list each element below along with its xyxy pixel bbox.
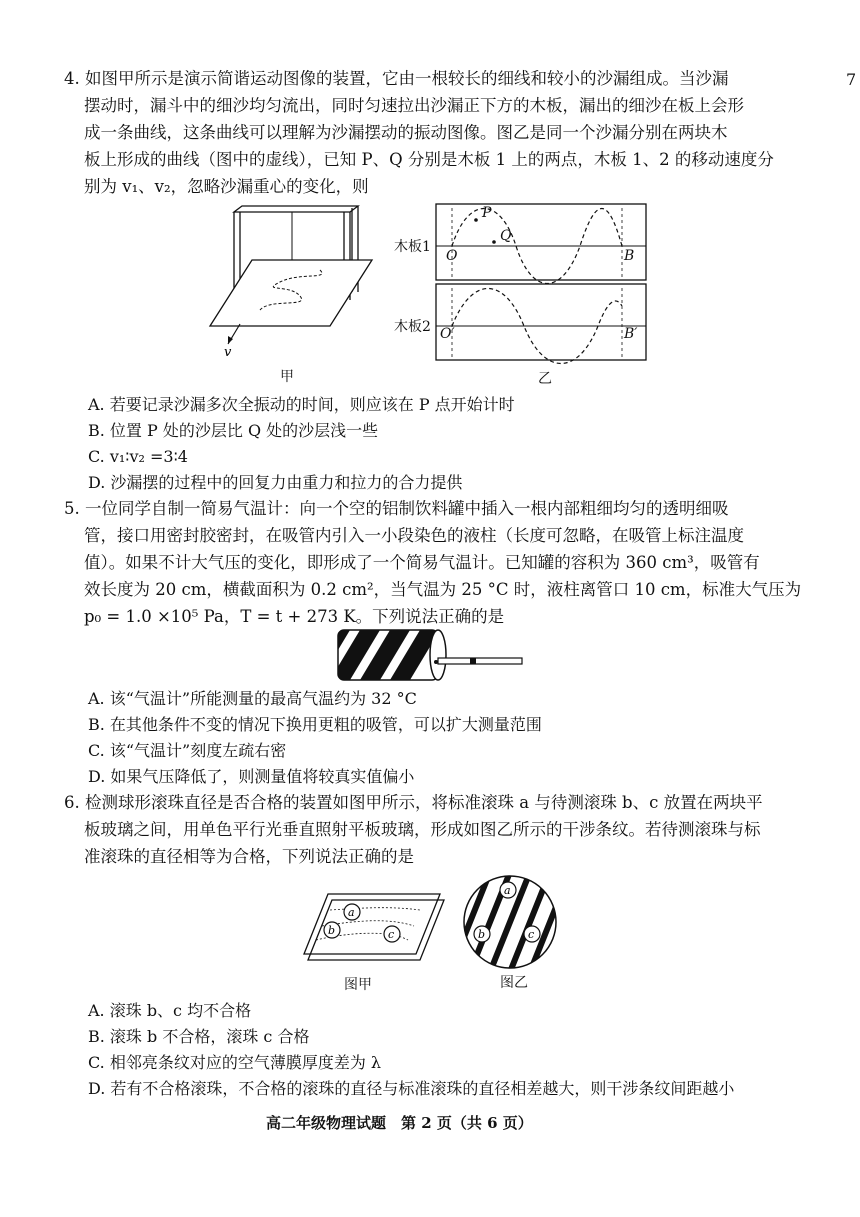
- q4-line: 成一条曲线，这条曲线可以理解为沙漏摆动的振动图像。图乙是同一个沙漏分别在两块木: [84, 123, 728, 142]
- fringe-ball-a-label: a: [504, 884, 511, 897]
- board2-label: 木板2: [394, 319, 431, 335]
- ball-c-label: c: [388, 928, 395, 941]
- board1-label: 木板1: [394, 239, 431, 255]
- q6-option-a: A. 滚珠 b、c 均不合格: [88, 1001, 252, 1020]
- q5-line: 管，接口用密封胶密封，在吸管内引入一小段染色的液柱（长度可忽略，在吸管上标注温度: [84, 526, 744, 545]
- q5-option-d: D. 如果气压降低了，则测量值将较真实值偏小: [88, 767, 415, 786]
- q5-line: 效长度为 20 cm，横截面积为 0.2 cm²，当气温为 25 °C 时，液柱离管口 10 cm，标准大气压为: [84, 580, 802, 599]
- q5-line: 值）。如果不计大气压的变化，即形成了一个简易气温计。已知罐的容积为 360 cm³，吸管有: [84, 553, 760, 572]
- figure-jia-caption: 图甲: [344, 977, 372, 993]
- q4-option-a: A. 若要记录沙漏多次全振动的时间，则应该在 P 点开始计时: [88, 395, 515, 414]
- velocity-label: v: [224, 345, 232, 360]
- q6-line: 6. 检测球形滚珠直径是否合格的装置如图甲所示，将标准滚珠 a 与待测滚珠 b、c 放置在两块平: [64, 793, 763, 812]
- point-p-label: P: [482, 205, 492, 221]
- can-thermometer-figure: [330, 626, 530, 684]
- margin-number: 7: [846, 70, 857, 89]
- q4-option-b: B. 位置 P 处的沙层比 Q 处的沙层浅一些: [88, 421, 379, 440]
- figure-yi-label: 乙: [538, 371, 552, 387]
- q5-line: p₀ = 1.0 ×10⁵ Pa，T = t + 273 K。下列说法正确的是: [84, 607, 505, 626]
- q4-line: 4. 如图甲所示是演示简谐运动图像的装置，它由一根较长的细线和较小的沙漏组成。当沙漏: [64, 69, 729, 88]
- interference-fringes-figure: [460, 872, 560, 972]
- q6-option-d: D. 若有不合格滚珠，不合格的滚珠的直径与标准滚珠的直径相差越大，则干涉条纹间距越小: [88, 1079, 735, 1098]
- wave-boards-figure: [432, 200, 652, 366]
- ball-b-label: b: [328, 924, 336, 937]
- q5-line: 5. 一位同学自制一简易气温计：向一个空的铝制饮料罐中插入一根内部粗细均匀的透明细吸: [64, 499, 729, 518]
- point-q-label: Q: [500, 228, 512, 244]
- fringe-ball-b-label: b: [478, 928, 486, 941]
- q4-line: 板上形成的曲线（图中的虚线），已知 P、Q 分别是木板 1 上的两点，木板 1、2 的移动速度分: [84, 150, 774, 169]
- point-o-prime-label: O′: [440, 326, 455, 342]
- q6-line: 准滚珠的直径相等为合格，下列说法正确的是: [84, 847, 414, 866]
- glass-plates-figure: [300, 880, 446, 970]
- q4-option-c: C. v₁∶v₂ =3∶4: [88, 447, 188, 466]
- q5-option-b: B. 在其他条件不变的情况下换用更粗的吸管，可以扩大测量范围: [88, 715, 542, 734]
- point-b-prime-label: B′: [624, 326, 638, 342]
- q4-line: 别为 v₁、v₂，忽略沙漏重心的变化，则: [84, 177, 369, 196]
- sand-pendulum-figure: [200, 200, 390, 360]
- q5-option-a: A. 该“气温计”所能测量的最高气温约为 32 °C: [88, 689, 417, 708]
- q6-option-b: B. 滚珠 b 不合格，滚珠 c 合格: [88, 1027, 310, 1046]
- point-b-label: B: [624, 248, 635, 264]
- figure-jia-label: 甲: [280, 369, 294, 385]
- q6-option-c: C. 相邻亮条纹对应的空气薄膜厚度差为 λ: [88, 1053, 382, 1072]
- ball-a-label: a: [348, 906, 355, 919]
- q6-line: 板玻璃之间，用单色平行光垂直照射平板玻璃，形成如图乙所示的干涉条纹。若待测滚珠与标: [84, 820, 761, 839]
- page-footer: 高二年级物理试题 第 2 页（共 6 页）: [266, 1114, 533, 1132]
- q5-option-c: C. 该“气温计”刻度左疏右密: [88, 741, 287, 760]
- figure-yi-caption: 图乙: [500, 975, 528, 991]
- point-o-label: O: [446, 248, 458, 264]
- q4-option-d: D. 沙漏摆的过程中的回复力由重力和拉力的合力提供: [88, 473, 463, 492]
- q4-line: 摆动时，漏斗中的细沙均匀流出，同时匀速拉出沙漏正下方的木板，漏出的细沙在板上会形: [84, 96, 744, 115]
- fringe-ball-c-label: c: [528, 928, 535, 941]
